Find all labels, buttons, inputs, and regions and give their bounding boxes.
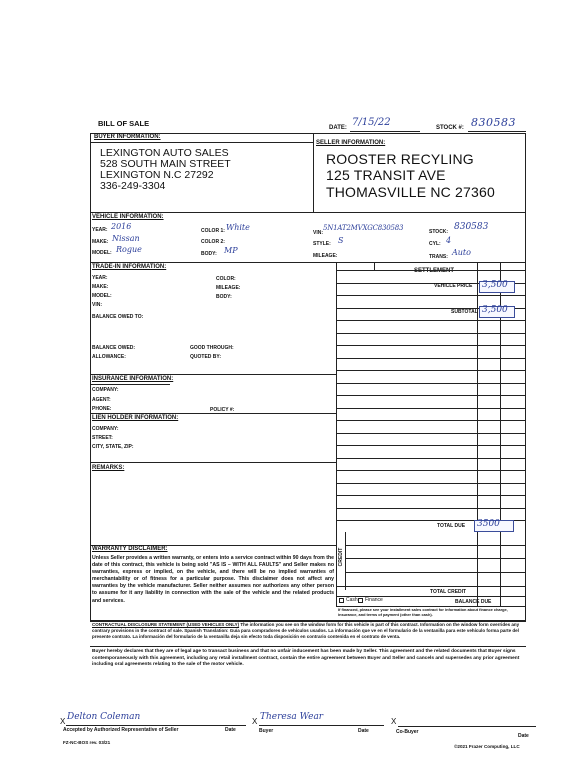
settlement-row-rule — [336, 508, 526, 509]
tradein-mileage-label: MILEAGE: — [216, 285, 241, 291]
settlement-row-rule — [336, 483, 526, 484]
vehicle-trans-value[interactable]: Auto — [452, 248, 471, 257]
settlement-row-rule — [336, 420, 526, 421]
settlement-row-rule — [336, 495, 526, 496]
settlement-row-rule — [336, 470, 526, 471]
vehicle-vin-value[interactable]: 5N1AT2MVXGC830583 — [323, 224, 404, 232]
settlement-title: SETTLEMENT — [414, 268, 454, 274]
cash-label: Cash — [346, 597, 358, 603]
vehicle-body-value[interactable]: MP — [224, 246, 238, 255]
finance-note: If financed, please see your installment sales contract for information about finance charge, insurance, and terms of payment (other than cash). — [338, 607, 508, 617]
insurance-section-label: INSURANCE INFORMATION: — [92, 376, 174, 382]
seller-street: 125 TRANSIT AVE — [326, 167, 446, 183]
tradein-section-label: TRADE-IN INFORMATION: — [92, 264, 167, 270]
credit-row-rule — [345, 558, 526, 559]
total-credit-label: TOTAL CREDIT — [430, 589, 467, 595]
cobuyer-sig-label: Co-Buyer — [396, 729, 419, 735]
contractual-text: The information you see on the window form for this vehicle is part of this contract. Information on the window form overrides any contrary provisions in the contract of sale. Spanish Translation: Guía para compradores de vehículos usados. La información que ve en el formulario de la ventanilla para este vehículo forma parte del presente contrato. La información del formulario de la ventanilla deja sin efecto toda disposición en contrario contenida en el contrato de venta. — [92, 622, 520, 639]
insurance-phone-label: PHONE: — [92, 406, 112, 412]
remarks-section-label: REMARKS: — [92, 465, 125, 471]
settlement-row-rule — [336, 358, 526, 359]
buyer-street: 528 SOUTH MAIN STREET — [100, 158, 231, 170]
tradein-quoted-by-label: QUOTED BY: — [190, 354, 222, 360]
vehicle-model-label: MODEL: — [92, 250, 112, 256]
vehicle-model-value[interactable]: Rogue — [116, 245, 142, 254]
vehicle-trans-label: TRANS: — [429, 254, 448, 260]
subtotal-value[interactable]: 3,500 — [482, 305, 508, 315]
buyer-signature[interactable]: Theresa Wear — [260, 712, 324, 722]
settlement-row-rule — [336, 370, 526, 371]
settlement-row-rule — [336, 270, 526, 271]
total-due-value[interactable]: 3500 — [477, 519, 500, 529]
vehicle-style-label: STYLE: — [313, 241, 331, 247]
stock-value[interactable]: 830583 — [471, 116, 516, 129]
settlement-row-rule — [336, 445, 526, 446]
tradein-body-label: BODY: — [216, 294, 232, 300]
buyer-sig-x: X — [252, 717, 258, 726]
warranty-text: Unless Seller provides a written warranty, or enters into a service contract within 90 days from the date of this contract, this vehicle is being sold "AS IS – WITH ALL FAULTS" and Seller makes no warranties, express or implied, on the vehicle, and there will be no implied warranties of merchantability or of fitness for a particular purpose. This disclaimer does not affect any warranties by the vehicle manufacturer. Seller neither assumes nor authorizes any other person to assume for it any liability in connection with the sale of the vehicle and the related products and services. — [92, 555, 334, 604]
vehicle-cyl-value[interactable]: 4 — [446, 236, 452, 245]
cobuyer-date-label: Date — [518, 733, 529, 739]
seller-date-label: Date — [225, 727, 236, 733]
vehicle-make-label: MAKE: — [92, 239, 109, 245]
settlement-row-rule — [336, 345, 526, 346]
document-title: BILL OF SALE — [98, 119, 150, 128]
seller-city: THOMASVILLE NC 27360 — [326, 184, 495, 200]
buyer-section-label: BUYER INFORMATION: — [94, 134, 161, 140]
settlement-row-rule — [336, 295, 526, 296]
date-value[interactable]: 7/15/22 — [352, 117, 391, 128]
copyright: ©2021 Frazer Computing, LLC — [454, 744, 520, 749]
finance-checkbox[interactable] — [358, 598, 363, 603]
lienholder-street-label: STREET: — [92, 435, 113, 441]
vehicle-stock-value[interactable]: 830583 — [454, 222, 489, 232]
insurance-company-label: COMPANY: — [92, 387, 119, 393]
warranty-section-label: WARRANTY DISCLAIMER: — [92, 546, 168, 552]
cash-checkbox[interactable] — [339, 598, 344, 603]
tradein-good-through-label: GOOD THROUGH: — [190, 345, 234, 351]
vehicle-stock-label: STOCK: — [429, 229, 449, 235]
stock-label: STOCK #: — [436, 125, 464, 131]
finance-label: Finance — [365, 597, 383, 603]
seller-sig-x: X — [60, 717, 66, 726]
vehicle-price-label: VEHICLE PRICE — [434, 283, 473, 289]
credit-row-rule — [345, 572, 526, 573]
seller-section-label: SELLER INFORMATION: — [316, 140, 386, 146]
vehicle-color1-label: COLOR 1: — [201, 228, 225, 234]
vehicle-price-value[interactable]: 3,500 — [482, 280, 508, 290]
tradein-balance-owed-label: BALANCE OWED: — [92, 345, 136, 351]
seller-name: ROOSTER RECYLING — [326, 151, 474, 167]
buyer-date-label: Date — [358, 728, 369, 734]
balance-due-label: BALANCE DUE — [455, 599, 492, 605]
subtotal-label: SUBTOTAL — [451, 309, 478, 315]
buyer-phone: 336-249-3304 — [100, 180, 166, 192]
vehicle-style-value[interactable]: S — [338, 236, 344, 245]
contractual-disclosure — [92, 622, 524, 639]
vehicle-mileage-label: MILEAGE: — [313, 253, 338, 259]
vehicle-vin-label: VIN: — [313, 230, 323, 236]
seller-signature[interactable]: Delton Coleman — [67, 712, 141, 722]
vehicle-year-value[interactable]: 2016 — [111, 222, 132, 231]
settlement-row-rule — [336, 320, 526, 321]
contractual-heading: CONTRACTUAL DISCLOSURE STATEMENT (USED VEHICLES ONLY) — [92, 622, 240, 627]
tradein-vin-label: VIN: — [92, 302, 102, 308]
date-label: DATE: — [329, 125, 347, 131]
credit-side-label: CREDIT — [338, 547, 344, 567]
lienholder-city-label: CITY, STATE, ZIP: — [92, 444, 134, 450]
settlement-row-rule — [336, 333, 526, 334]
vehicle-make-value[interactable]: Nissan — [112, 234, 140, 243]
credit-row-rule — [336, 586, 526, 587]
insurance-policy-label: POLICY #: — [210, 407, 235, 413]
vehicle-cyl-label: CYL: — [429, 241, 441, 247]
settlement-row-rule — [336, 433, 526, 434]
lienholder-section-label: LIEN HOLDER INFORMATION: — [92, 415, 179, 421]
buyer-city: LEXINGTON N.C 27292 — [100, 169, 214, 181]
form-id: FZ-NC-BOS rev. 03/21 — [63, 740, 111, 745]
vehicle-year-label: YEAR: — [92, 227, 108, 233]
vehicle-body-label: BODY: — [201, 251, 217, 257]
total-due-label: TOTAL DUE — [437, 523, 466, 529]
cobuyer-sig-x: X — [391, 717, 397, 726]
seller-sig-label: Accepted by Authorized Representative of Seller — [63, 727, 179, 733]
settlement-row-rule — [336, 395, 526, 396]
settlement-row-rule — [336, 458, 526, 459]
vehicle-color1-value[interactable]: White — [226, 223, 250, 232]
buyer-name: LEXINGTON AUTO SALES — [100, 147, 229, 159]
tradein-balance-owed-to-label: BALANCE OWED TO: — [92, 314, 144, 320]
agreement-text: Buyer hereby declares that they are of legal age to transact business and that no unfair inducement has been made by Seller. This agreement and the related documents that Buyer signs contemporaneously with this agreement, including any retail installment contract, contain the entire agreement between Buyer and Seller and cancels and supersedes any prior agreement including oral agreements relating to the sale of the motor vehicle. — [92, 649, 520, 667]
tradein-allowance-label: ALLOWANCE: — [92, 354, 126, 360]
buyer-sig-label: Buyer — [259, 728, 274, 734]
tradein-make-label: MAKE: — [92, 284, 109, 290]
tradein-model-label: MODEL: — [92, 293, 112, 299]
lienholder-company-label: COMPANY: — [92, 426, 119, 432]
insurance-agent-label: AGENT: — [92, 397, 111, 403]
tradein-year-label: YEAR: — [92, 275, 108, 281]
settlement-row-rule — [336, 408, 526, 409]
tradein-color-label: COLOR: — [216, 276, 236, 282]
credit-row-rule — [345, 545, 526, 546]
settlement-row-rule — [336, 383, 526, 384]
vehicle-section-label: VEHICLE INFORMATION: — [92, 214, 164, 220]
vehicle-color2-label: COLOR 2: — [201, 239, 225, 245]
